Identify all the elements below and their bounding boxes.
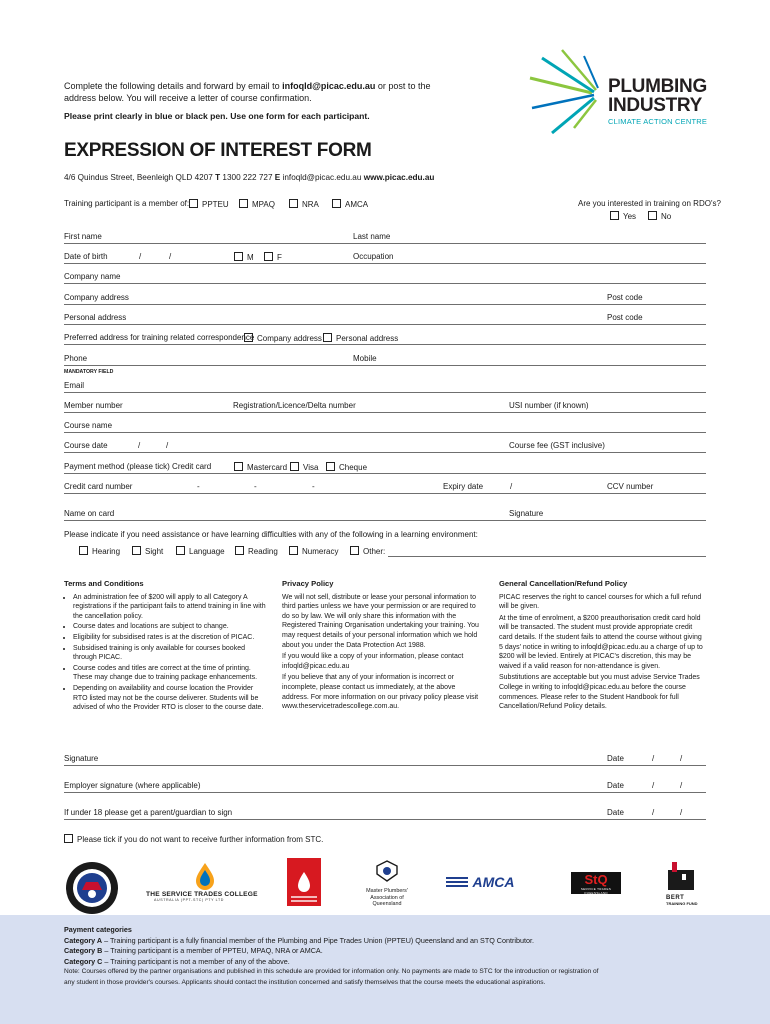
stq-sub: SERVICE TRADES QUEENSLAND xyxy=(580,887,612,895)
assist-hearing[interactable]: Hearing xyxy=(79,546,120,557)
optout-checkbox[interactable]: Please tick if you do not want to receive further information from STC. xyxy=(64,834,323,845)
personal-address-label: Personal address xyxy=(64,313,127,322)
stc-logo xyxy=(146,862,266,902)
company-name-label: Company name xyxy=(64,272,121,281)
union-seal-logo xyxy=(64,860,120,921)
cancellation-column xyxy=(499,579,704,714)
expiry-label: Expiry date xyxy=(443,482,484,491)
stc-name: THE SERVICE TRADES COLLEGE xyxy=(146,891,258,898)
name-on-card-field[interactable] xyxy=(64,520,706,521)
rdo-no[interactable]: No xyxy=(648,211,671,222)
logo-line2: INDUSTRY xyxy=(608,95,703,116)
checkbox[interactable] xyxy=(290,462,299,471)
amca-logo xyxy=(446,873,514,891)
employer-signature-label: Employer signature (where applicable) xyxy=(64,781,201,790)
terms-item: • An administration fee of $200 will apply to all Category A registrations if the participant fails to attend training in line with the cancellation policy. xyxy=(73,593,266,622)
member-option-mpaq[interactable]: MPAQ xyxy=(239,199,275,210)
bert-name: BERT xyxy=(666,895,685,901)
course-date-field[interactable] xyxy=(64,452,706,453)
bert-sub: TRAINING FUND xyxy=(666,901,698,906)
cancellation-heading: General Cancellation/Refund Policy xyxy=(499,579,628,588)
mpaq-logo xyxy=(362,860,412,908)
cc-dash: - xyxy=(197,482,200,491)
email-label: Email xyxy=(64,381,85,390)
cancellation-para: Substitutions are acceptable but you must advise Service Trades College in writing to infoqld@picac.edu.au before the course commences. Please refer to the Student Handbook for full Cancellation/Refund Policy details. xyxy=(499,674,700,711)
usi-label: USI number (if known) xyxy=(509,401,589,410)
signature-field[interactable] xyxy=(64,765,706,766)
checkbox[interactable] xyxy=(323,333,332,342)
member-label: Training participant is a member of: xyxy=(64,199,190,208)
bert-logo xyxy=(666,860,706,906)
company-address-label: Company address xyxy=(64,293,129,302)
fire-protection-logo xyxy=(287,858,321,906)
bert-building-icon xyxy=(666,860,696,890)
mpaq-crest-icon xyxy=(375,860,399,882)
assist-other[interactable]: Other: xyxy=(350,546,385,557)
gender-m[interactable]: M xyxy=(234,252,254,263)
checkbox[interactable] xyxy=(326,462,335,471)
union-seal-icon xyxy=(64,860,120,916)
terms-heading: Terms and Conditions xyxy=(64,579,144,588)
guardian-signature-field[interactable] xyxy=(64,819,706,820)
company-name-field[interactable] xyxy=(64,283,706,284)
category-c: Category C – Training participant is not a member of any of the above. xyxy=(64,956,290,966)
flame-icon xyxy=(287,858,321,906)
personal-address-field[interactable] xyxy=(64,324,706,325)
date-label: Date xyxy=(607,781,624,790)
stc-sub: AUSTRALIA (PPT-STC) PTY LTD xyxy=(154,898,224,902)
payment-categories-panel xyxy=(0,915,770,1024)
terms-item: • Depending on availability and course location the Provider RTO listed may not be the course deliverer. Students will be advised of who the Provider RTO is closer to the course date. xyxy=(73,684,266,713)
checkbox[interactable] xyxy=(239,199,248,208)
expiry-slash: / xyxy=(510,482,513,491)
footer-note-line1: Note: Courses offered by the partner organisations and published in this schedule are provided for information only. No payments are made to STC for the introduction or registration of xyxy=(64,968,599,975)
checkbox[interactable] xyxy=(234,252,243,261)
checkbox[interactable] xyxy=(610,211,619,220)
checkbox[interactable] xyxy=(132,546,141,555)
stc-drop-icon xyxy=(190,862,220,890)
pay-mastercard[interactable]: Mastercard xyxy=(234,462,287,473)
category-b: Category B – Training participant is a member of PPTEU, MPAQ, NRA or AMCA. xyxy=(64,946,323,955)
card-signature-label: Signature xyxy=(509,509,544,518)
privacy-para: If you would like a copy of your information, please contact infoqld@picac.edu.au xyxy=(282,653,464,670)
name-on-card-label: Name on card xyxy=(64,509,115,518)
picac-logo xyxy=(522,48,722,138)
first-name-field[interactable] xyxy=(64,243,706,244)
stq-name: StQ xyxy=(584,872,608,887)
email-field[interactable] xyxy=(64,392,706,393)
first-name-label: First name xyxy=(64,232,102,241)
payment-method-label: Payment method (please tick) Credit card xyxy=(64,462,212,471)
last-name-label: Last name xyxy=(353,232,391,241)
cc-dash: - xyxy=(312,482,315,491)
course-fee-label: Course fee (GST inclusive) xyxy=(509,441,605,450)
course-name-field[interactable] xyxy=(64,432,706,433)
phone-field[interactable] xyxy=(64,365,706,366)
logo-mark-icon xyxy=(522,48,622,138)
page-title: EXPRESSION OF INTEREST FORM xyxy=(64,140,372,161)
course-date-slash: / xyxy=(138,441,141,450)
date-label: Date xyxy=(607,754,624,763)
assist-reading[interactable]: Reading xyxy=(235,546,278,557)
pay-visa[interactable]: Visa xyxy=(290,462,318,473)
checkbox[interactable] xyxy=(79,546,88,555)
date-label: Date xyxy=(607,808,624,817)
checkbox[interactable] xyxy=(244,333,253,342)
logo-line3: CLIMATE ACTION CENTRE xyxy=(608,117,708,126)
logo-line1: PLUMBING xyxy=(608,76,707,97)
privacy-para: If you believe that any of your information is incorrect or incomplete, please contact us immediately, at the above address. For more information on our privacy policy please visit www.theservicetradescollege.com.au. xyxy=(282,674,479,711)
preferred-address-line xyxy=(64,344,706,345)
cancellation-para: PICAC reserves the right to cancel courses for which a full refund will be given. xyxy=(499,593,702,611)
registration-label: Registration/Licence/Delta number xyxy=(233,401,356,410)
course-date-slash: / xyxy=(166,441,169,450)
post-code-label: Post code xyxy=(607,293,643,302)
signature-label: Signature xyxy=(64,754,99,763)
checkbox[interactable] xyxy=(648,211,657,220)
rdo-yes[interactable]: Yes xyxy=(610,211,636,222)
checkbox[interactable] xyxy=(176,546,185,555)
privacy-column xyxy=(282,579,482,714)
mobile-label: Mobile xyxy=(353,354,377,363)
privacy-heading: Privacy Policy xyxy=(282,579,334,588)
intro-text: Complete the following details and forward by email to infoqld@picac.edu.au or post to the address below. You will receive a letter of course confirmation. xyxy=(64,81,431,103)
course-name-label: Course name xyxy=(64,421,113,430)
checkbox[interactable] xyxy=(289,546,298,555)
date-slash: / xyxy=(652,781,655,790)
occupation-label: Occupation xyxy=(353,252,394,261)
cancellation-para: At the time of enrolment, a $200 preauthorisation credit card hold will be transacted. The student must provide appropriate credit card details. If the student fails to attend the course without giving 5 days' notice in writing to infoqld@picac.edu.au a charge of up to $200 will be levied. Entirely at PICAC's discretion, this may be waived if a valid reason for non-attendance is given. xyxy=(499,614,703,670)
checkbox[interactable] xyxy=(189,199,198,208)
footer-note-line2: any student in those provider's courses. Applicants should contact the institution concerned and satisfy themselves that the course meets the educational aspirations. xyxy=(64,978,546,986)
date-slash: / xyxy=(652,808,655,817)
checkbox[interactable] xyxy=(235,546,244,555)
rdo-question: Are you interested in training on RDO's? xyxy=(578,199,721,208)
checkbox[interactable] xyxy=(64,834,73,843)
contact-line: 4/6 Quindus Street, Beenleigh QLD 4207 T 1300 222 727 E infoqld@picac.edu.au www.picac.edu.au xyxy=(64,173,435,182)
cc-number-label: Credit card number xyxy=(64,482,133,491)
stq-logo xyxy=(571,872,621,894)
dob-field[interactable] xyxy=(64,263,706,264)
amca-name: AMCA xyxy=(472,873,515,890)
dob-slash: / xyxy=(169,252,172,261)
assist-numeracy[interactable]: Numeracy xyxy=(289,546,338,557)
dob-slash: / xyxy=(139,252,142,261)
post-code-label-2: Post code xyxy=(607,313,643,322)
checkbox[interactable] xyxy=(264,252,273,261)
terms-list xyxy=(64,593,266,713)
member-number-field[interactable] xyxy=(64,412,706,413)
date-slash: / xyxy=(680,754,683,763)
member-option-ppteu[interactable]: PPTEU xyxy=(189,199,229,210)
gender-f[interactable]: F xyxy=(264,252,282,263)
pref-company-address[interactable]: Company address xyxy=(244,333,322,344)
course-date-label: Course date xyxy=(64,441,108,450)
cc-number-field[interactable] xyxy=(64,493,706,494)
payment-line xyxy=(64,473,706,474)
contact-email[interactable]: infoqld@picac.edu.au xyxy=(282,173,362,182)
checkbox[interactable] xyxy=(234,462,243,471)
category-a: Category A – Training participant is a fully financial member of the Plumbing and Pipe Trades Union (PPTEU) Queensland and an STQ Contributor. xyxy=(64,935,534,945)
date-slash: / xyxy=(652,754,655,763)
member-option-nra[interactable]: NRA xyxy=(289,199,319,210)
assist-sight[interactable]: Sight xyxy=(132,546,163,557)
website-link[interactable]: www.picac.edu.au xyxy=(363,173,435,182)
intro-email[interactable]: infoqld@picac.edu.au xyxy=(282,81,376,91)
terms-item: • Eligibility for subsidised rates is at the discretion of PICAC. xyxy=(73,633,266,643)
checkbox[interactable] xyxy=(289,199,298,208)
dob-label: Date of birth xyxy=(64,252,108,261)
assist-other-field[interactable] xyxy=(388,556,706,557)
cc-dash: - xyxy=(254,482,257,491)
terms-item: • Course dates and locations are subject to change. xyxy=(73,622,266,632)
terms-item: • Subsidised training is only available for courses booked through PICAC. xyxy=(73,644,266,663)
payment-categories-heading: Payment categories xyxy=(64,925,132,934)
mpaq-name: Master Plumbers' Association of Queensland xyxy=(366,888,408,908)
terms-item: • Course codes and titles are correct at the time of printing. These may change due to training package enhancements. xyxy=(73,664,266,683)
date-slash: / xyxy=(680,781,683,790)
mandatory-field-note: MANDATORY FIELD xyxy=(64,369,114,375)
member-option-amca[interactable]: AMCA xyxy=(332,199,368,210)
assist-language[interactable]: Language xyxy=(176,546,225,557)
pref-personal-address[interactable]: Personal address xyxy=(323,333,398,344)
ccv-label: CCV number xyxy=(607,482,654,491)
amca-arrows-icon xyxy=(446,877,468,887)
preferred-address-label: Preferred address for training related correspondence xyxy=(64,333,255,342)
checkbox[interactable] xyxy=(332,199,341,208)
date-slash: / xyxy=(680,808,683,817)
employer-signature-field[interactable] xyxy=(64,792,706,793)
print-instructions: Please print clearly in blue or black pen. Use one form for each participant. xyxy=(64,111,370,121)
privacy-para: We will not sell, distribute or lease your personal information to third parties unless we have your permission or are required to do so by law. We will only share this information with the Registered Training Organisation undertaking your training. You may request details of your personal information which we hold about you under the Data Protection Act 1988. xyxy=(282,593,479,649)
guardian-signature-label: If under 18 please get a parent/guardian to sign xyxy=(64,808,233,817)
phone-label: Phone xyxy=(64,354,88,363)
company-address-field[interactable] xyxy=(64,304,706,305)
pay-cheque[interactable]: Cheque xyxy=(326,462,367,473)
terms-column xyxy=(64,579,266,714)
checkbox[interactable] xyxy=(350,546,359,555)
member-number-label: Member number xyxy=(64,401,123,410)
assistance-question: Please indicate if you need assistance or have learning difficulties with any of the following in a learning environment: xyxy=(64,530,478,539)
